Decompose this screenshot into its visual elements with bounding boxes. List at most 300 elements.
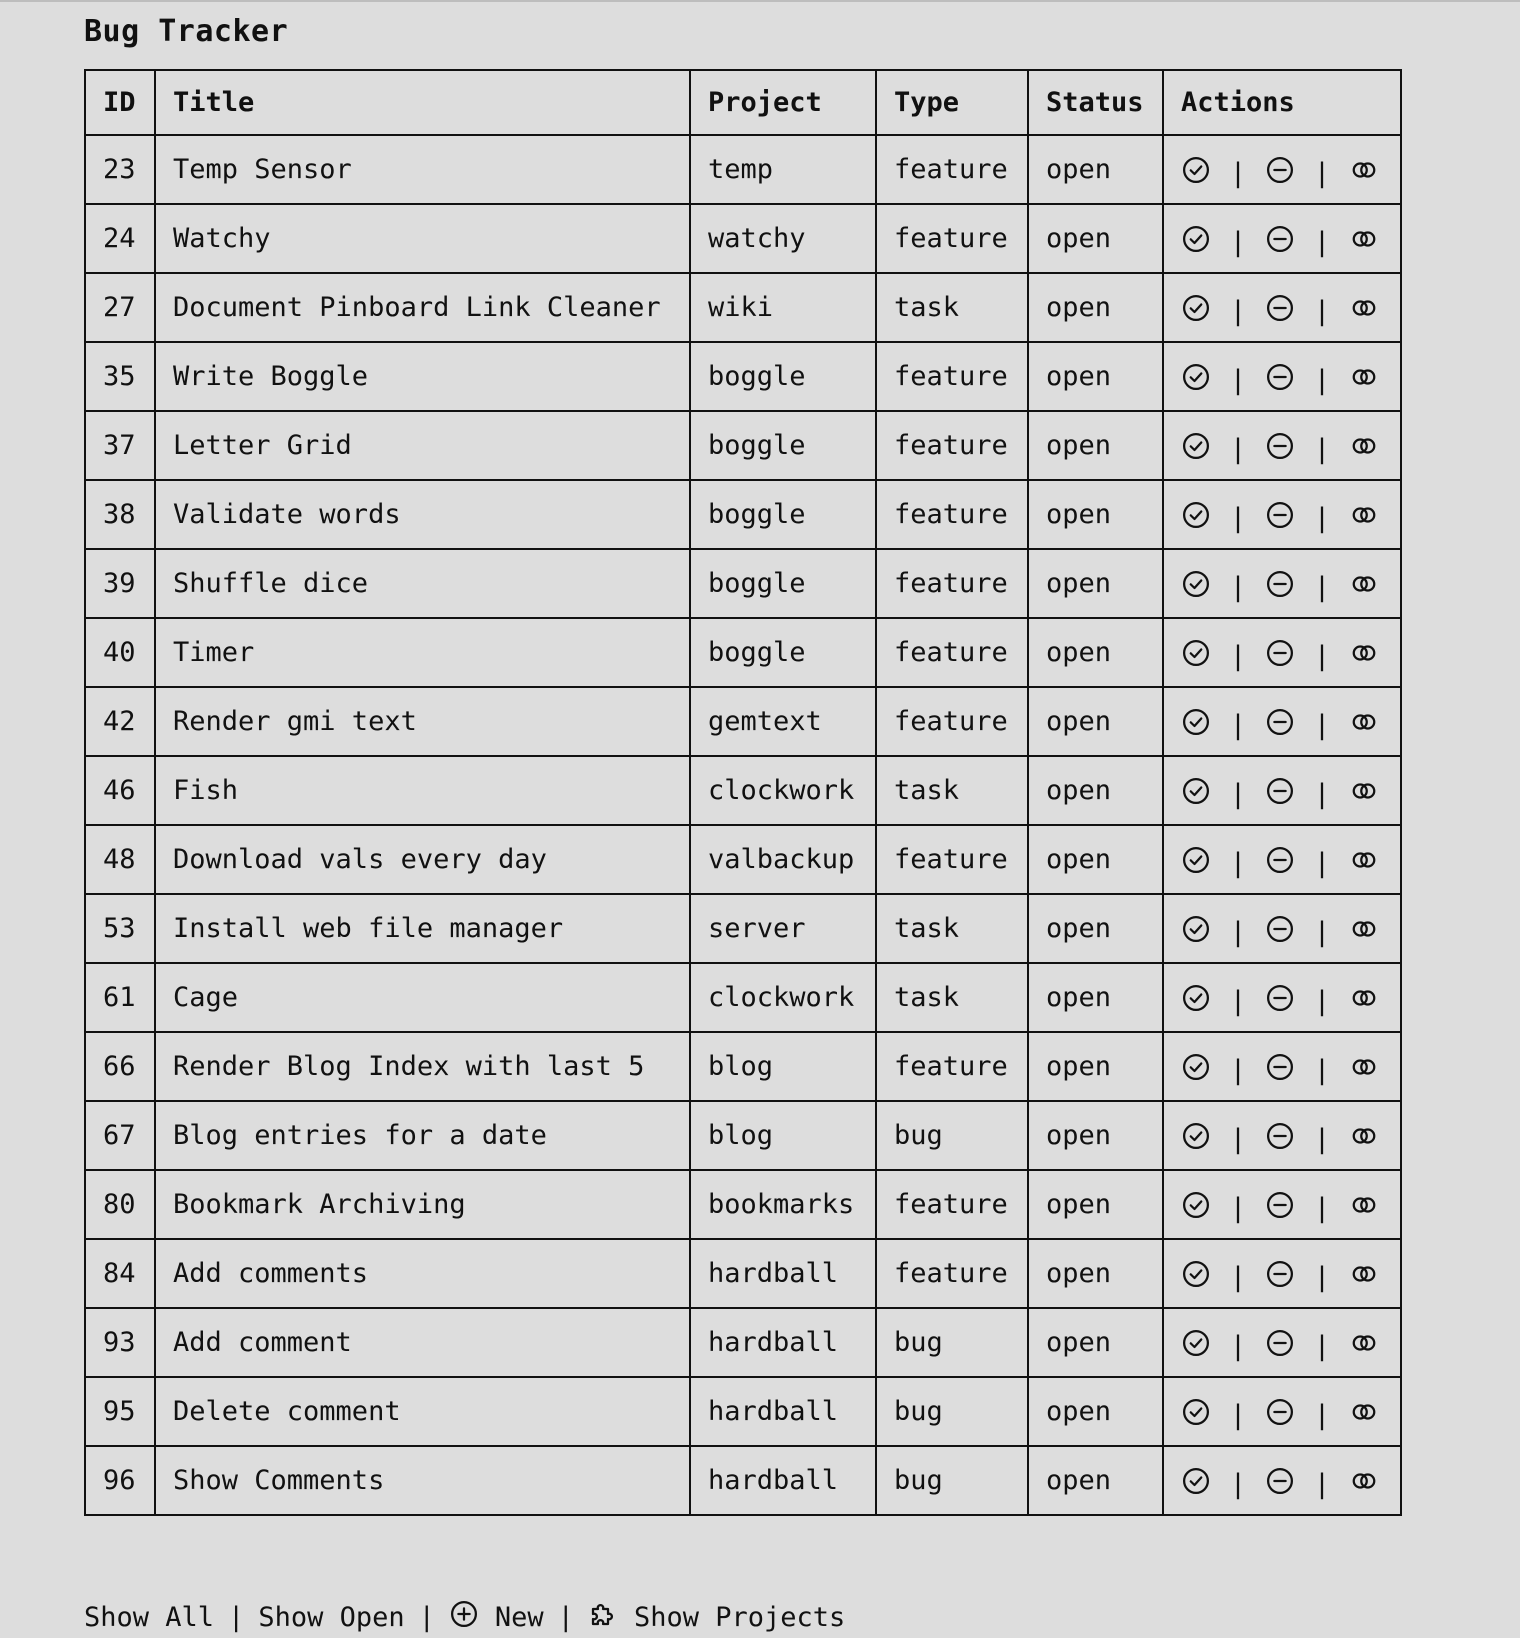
footer-separator: |	[418, 1602, 435, 1633]
cell-title: Download vals every day	[155, 825, 690, 894]
minus-circle-icon	[1265, 1052, 1295, 1082]
cell-actions	[1163, 411, 1401, 480]
check-circle-icon	[1181, 1052, 1211, 1082]
cell-type: feature	[876, 135, 1028, 204]
cell-type: task	[876, 963, 1028, 1032]
row-actions	[1181, 568, 1400, 603]
cell-type: bug	[876, 1446, 1028, 1515]
check-circle-icon	[1181, 500, 1211, 530]
cell-id: 27	[85, 273, 155, 342]
header-type: Type	[876, 70, 1028, 135]
row-actions	[1181, 1120, 1400, 1155]
action-separator: |	[1229, 1124, 1247, 1155]
cell-type: feature	[876, 1032, 1028, 1101]
table-row	[85, 1239, 1401, 1308]
cell-type: bug	[876, 1377, 1028, 1446]
show-projects-label: Show Projects	[633, 1602, 846, 1633]
row-actions	[1181, 499, 1400, 534]
cell-project: clockwork	[690, 756, 876, 825]
link-button[interactable]	[1349, 293, 1379, 323]
cell-actions	[1163, 963, 1401, 1032]
cell-type: feature	[876, 1170, 1028, 1239]
close-button[interactable]	[1265, 293, 1295, 323]
cell-title: Cage	[155, 963, 690, 1032]
minus-circle-icon	[1265, 845, 1295, 875]
link-icon	[1349, 1190, 1379, 1220]
footer-separator: |	[557, 1602, 574, 1633]
resolve-button[interactable]	[1181, 1052, 1211, 1082]
action-separator: |	[1229, 1262, 1247, 1293]
check-circle-icon	[1181, 569, 1211, 599]
action-separator: |	[1229, 296, 1247, 327]
footer-separator: |	[228, 1602, 245, 1633]
close-button[interactable]	[1265, 500, 1295, 530]
cell-id: 61	[85, 963, 155, 1032]
row-actions	[1181, 292, 1400, 327]
close-button[interactable]	[1265, 1259, 1295, 1289]
cell-id: 23	[85, 135, 155, 204]
link-icon	[1349, 845, 1379, 875]
action-separator: |	[1229, 1331, 1247, 1362]
cell-project: temp	[690, 135, 876, 204]
cell-id: 42	[85, 687, 155, 756]
cell-project: hardball	[690, 1308, 876, 1377]
resolve-button[interactable]	[1181, 1121, 1211, 1151]
action-separator: |	[1229, 710, 1247, 741]
check-circle-icon	[1181, 1397, 1211, 1427]
link-icon	[1349, 776, 1379, 806]
action-separator: |	[1229, 434, 1247, 465]
action-separator: |	[1229, 1469, 1247, 1500]
cell-status: open	[1028, 1377, 1163, 1446]
action-separator: |	[1313, 779, 1331, 810]
table-row	[85, 894, 1401, 963]
row-actions	[1181, 361, 1400, 396]
link-icon	[1349, 1397, 1379, 1427]
new-link[interactable]	[449, 1598, 544, 1638]
cell-status: open	[1028, 894, 1163, 963]
action-separator: |	[1229, 986, 1247, 1017]
cell-id: 66	[85, 1032, 155, 1101]
link-button[interactable]	[1349, 224, 1379, 254]
cell-title: Blog entries for a date	[155, 1101, 690, 1170]
minus-circle-icon	[1265, 155, 1295, 185]
resolve-button[interactable]	[1181, 845, 1211, 875]
action-separator: |	[1313, 848, 1331, 879]
cell-title: Write Boggle	[155, 342, 690, 411]
row-actions	[1181, 913, 1400, 948]
cell-title: Watchy	[155, 204, 690, 273]
cell-title: Render Blog Index with last 5	[155, 1032, 690, 1101]
resolve-button[interactable]	[1181, 638, 1211, 668]
link-icon	[1349, 1052, 1379, 1082]
cell-project: boggle	[690, 480, 876, 549]
action-separator: |	[1229, 227, 1247, 258]
table-row	[85, 1101, 1401, 1170]
new-label: New	[494, 1602, 544, 1633]
cell-actions	[1163, 894, 1401, 963]
row-actions	[1181, 430, 1400, 465]
check-circle-icon	[1181, 1190, 1211, 1220]
cell-type: task	[876, 756, 1028, 825]
close-button[interactable]	[1265, 431, 1295, 461]
close-button[interactable]	[1265, 1121, 1295, 1151]
resolve-button[interactable]	[1181, 1466, 1211, 1496]
table-row	[85, 825, 1401, 894]
action-separator: |	[1313, 434, 1331, 465]
check-circle-icon	[1181, 845, 1211, 875]
puzzle-icon	[588, 1599, 618, 1629]
cell-project: hardball	[690, 1446, 876, 1515]
link-button[interactable]	[1349, 500, 1379, 530]
action-separator: |	[1229, 158, 1247, 189]
cell-title: Validate words	[155, 480, 690, 549]
minus-circle-icon	[1265, 362, 1295, 392]
minus-circle-icon	[1265, 1190, 1295, 1220]
resolve-button[interactable]	[1181, 362, 1211, 392]
cell-id: 35	[85, 342, 155, 411]
cell-actions	[1163, 342, 1401, 411]
row-actions	[1181, 637, 1400, 672]
cell-type: task	[876, 273, 1028, 342]
cell-actions	[1163, 549, 1401, 618]
cell-title: Show Comments	[155, 1446, 690, 1515]
cell-project: watchy	[690, 204, 876, 273]
cell-type: bug	[876, 1101, 1028, 1170]
close-button[interactable]	[1265, 914, 1295, 944]
table-row	[85, 963, 1401, 1032]
cell-type: feature	[876, 687, 1028, 756]
action-separator: |	[1313, 710, 1331, 741]
bug-table	[84, 69, 1402, 1516]
minus-circle-icon	[1265, 1259, 1295, 1289]
table-row	[85, 1446, 1401, 1515]
row-actions	[1181, 1396, 1400, 1431]
table-row	[85, 1170, 1401, 1239]
cell-title: Temp Sensor	[155, 135, 690, 204]
cell-title: Fish	[155, 756, 690, 825]
check-circle-icon	[1181, 362, 1211, 392]
action-separator: |	[1313, 227, 1331, 258]
cell-title: Shuffle dice	[155, 549, 690, 618]
table-row	[85, 342, 1401, 411]
cell-id: 53	[85, 894, 155, 963]
check-circle-icon	[1181, 983, 1211, 1013]
cell-project: server	[690, 894, 876, 963]
close-button[interactable]	[1265, 362, 1295, 392]
cell-title: Add comment	[155, 1308, 690, 1377]
action-separator: |	[1313, 503, 1331, 534]
resolve-button[interactable]	[1181, 776, 1211, 806]
action-separator: |	[1229, 641, 1247, 672]
link-icon	[1349, 1466, 1379, 1496]
cell-actions	[1163, 204, 1401, 273]
cell-status: open	[1028, 480, 1163, 549]
cell-title: Letter Grid	[155, 411, 690, 480]
cell-project: wiki	[690, 273, 876, 342]
check-circle-icon	[1181, 293, 1211, 323]
link-button[interactable]	[1349, 1259, 1379, 1289]
link-icon	[1349, 224, 1379, 254]
cell-status: open	[1028, 549, 1163, 618]
cell-type: feature	[876, 618, 1028, 687]
cell-actions	[1163, 135, 1401, 204]
action-separator: |	[1313, 1262, 1331, 1293]
resolve-button[interactable]	[1181, 500, 1211, 530]
close-button[interactable]	[1265, 224, 1295, 254]
minus-circle-icon	[1265, 569, 1295, 599]
header-actions: Actions	[1163, 70, 1401, 135]
resolve-button[interactable]	[1181, 155, 1211, 185]
action-separator: |	[1229, 1055, 1247, 1086]
minus-circle-icon	[1265, 638, 1295, 668]
table-body	[85, 135, 1401, 1515]
close-button[interactable]	[1265, 638, 1295, 668]
cell-id: 24	[85, 204, 155, 273]
cell-project: valbackup	[690, 825, 876, 894]
table-header-row	[85, 70, 1401, 135]
minus-circle-icon	[1265, 914, 1295, 944]
cell-project: blog	[690, 1032, 876, 1101]
cell-status: open	[1028, 687, 1163, 756]
minus-circle-icon	[1265, 1121, 1295, 1151]
cell-title: Add comments	[155, 1239, 690, 1308]
cell-project: hardball	[690, 1377, 876, 1446]
check-circle-icon	[1181, 914, 1211, 944]
link-button[interactable]	[1349, 707, 1379, 737]
resolve-button[interactable]	[1181, 1190, 1211, 1220]
check-circle-icon	[1181, 707, 1211, 737]
cell-status: open	[1028, 273, 1163, 342]
show-projects-link[interactable]	[588, 1598, 845, 1638]
resolve-button[interactable]	[1181, 1259, 1211, 1289]
table-row	[85, 618, 1401, 687]
link-button[interactable]	[1349, 1397, 1379, 1427]
cell-id: 38	[85, 480, 155, 549]
check-circle-icon	[1181, 431, 1211, 461]
minus-circle-icon	[1265, 431, 1295, 461]
resolve-button[interactable]	[1181, 707, 1211, 737]
table-row	[85, 687, 1401, 756]
cell-title: Document Pinboard Link Cleaner	[155, 273, 690, 342]
cell-project: boggle	[690, 411, 876, 480]
minus-circle-icon	[1265, 293, 1295, 323]
link-button[interactable]	[1349, 776, 1379, 806]
plus-circle-icon	[449, 1599, 479, 1629]
minus-circle-icon	[1265, 1328, 1295, 1358]
cell-type: feature	[876, 411, 1028, 480]
footer-nav	[84, 1598, 845, 1638]
cell-id: 95	[85, 1377, 155, 1446]
link-button[interactable]	[1349, 638, 1379, 668]
resolve-button[interactable]	[1181, 569, 1211, 599]
action-separator: |	[1313, 158, 1331, 189]
action-separator: |	[1313, 572, 1331, 603]
cell-id: 46	[85, 756, 155, 825]
cell-status: open	[1028, 825, 1163, 894]
row-actions	[1181, 1258, 1400, 1293]
cell-actions	[1163, 1377, 1401, 1446]
link-icon	[1349, 362, 1379, 392]
close-button[interactable]	[1265, 1190, 1295, 1220]
minus-circle-icon	[1265, 500, 1295, 530]
resolve-button[interactable]	[1181, 1397, 1211, 1427]
resolve-button[interactable]	[1181, 224, 1211, 254]
link-icon	[1349, 500, 1379, 530]
cell-project: blog	[690, 1101, 876, 1170]
action-separator: |	[1313, 641, 1331, 672]
resolve-button[interactable]	[1181, 983, 1211, 1013]
check-circle-icon	[1181, 1259, 1211, 1289]
table-row	[85, 1032, 1401, 1101]
close-button[interactable]	[1265, 707, 1295, 737]
cell-status: open	[1028, 1101, 1163, 1170]
link-icon	[1349, 1259, 1379, 1289]
action-separator: |	[1313, 917, 1331, 948]
close-button[interactable]	[1265, 1052, 1295, 1082]
link-icon	[1349, 569, 1379, 599]
row-actions	[1181, 844, 1400, 879]
cell-type: feature	[876, 825, 1028, 894]
cell-type: feature	[876, 204, 1028, 273]
table-row	[85, 549, 1401, 618]
link-button[interactable]	[1349, 569, 1379, 599]
link-button[interactable]	[1349, 1328, 1379, 1358]
row-actions	[1181, 1327, 1400, 1362]
resolve-button[interactable]	[1181, 914, 1211, 944]
header-title: Title	[155, 70, 690, 135]
cell-actions	[1163, 1032, 1401, 1101]
action-separator: |	[1229, 572, 1247, 603]
check-circle-icon	[1181, 155, 1211, 185]
close-button[interactable]	[1265, 1397, 1295, 1427]
link-button[interactable]	[1349, 1121, 1379, 1151]
cell-status: open	[1028, 411, 1163, 480]
close-button[interactable]	[1265, 845, 1295, 875]
cell-status: open	[1028, 135, 1163, 204]
close-button[interactable]	[1265, 155, 1295, 185]
close-button[interactable]	[1265, 1328, 1295, 1358]
close-button[interactable]	[1265, 569, 1295, 599]
link-button[interactable]	[1349, 845, 1379, 875]
table-row	[85, 204, 1401, 273]
cell-status: open	[1028, 756, 1163, 825]
link-button[interactable]	[1349, 431, 1379, 461]
cell-id: 96	[85, 1446, 155, 1515]
link-button[interactable]	[1349, 983, 1379, 1013]
cell-title: Install web file manager	[155, 894, 690, 963]
action-separator: |	[1313, 1193, 1331, 1224]
cell-status: open	[1028, 204, 1163, 273]
resolve-button[interactable]	[1181, 1328, 1211, 1358]
action-separator: |	[1313, 1124, 1331, 1155]
link-button[interactable]	[1349, 914, 1379, 944]
table-row	[85, 273, 1401, 342]
link-icon	[1349, 1328, 1379, 1358]
action-separator: |	[1229, 365, 1247, 396]
check-circle-icon	[1181, 776, 1211, 806]
cell-type: feature	[876, 1239, 1028, 1308]
cell-title: Bookmark Archiving	[155, 1170, 690, 1239]
row-actions	[1181, 1189, 1400, 1224]
page-title: Bug Tracker	[84, 14, 289, 49]
cell-status: open	[1028, 1032, 1163, 1101]
cell-project: hardball	[690, 1239, 876, 1308]
cell-project: bookmarks	[690, 1170, 876, 1239]
check-circle-icon	[1181, 1466, 1211, 1496]
link-icon	[1349, 431, 1379, 461]
check-circle-icon	[1181, 638, 1211, 668]
cell-status: open	[1028, 342, 1163, 411]
cell-title: Delete comment	[155, 1377, 690, 1446]
link-icon	[1349, 707, 1379, 737]
cell-type: feature	[876, 342, 1028, 411]
table-row	[85, 1377, 1401, 1446]
action-separator: |	[1229, 1193, 1247, 1224]
top-rule	[0, 0, 1520, 2]
action-separator: |	[1313, 296, 1331, 327]
action-separator: |	[1313, 365, 1331, 396]
link-button[interactable]	[1349, 155, 1379, 185]
action-separator: |	[1313, 986, 1331, 1017]
cell-id: 84	[85, 1239, 155, 1308]
link-button[interactable]	[1349, 1052, 1379, 1082]
cell-title: Render gmi text	[155, 687, 690, 756]
action-separator: |	[1229, 1400, 1247, 1431]
action-separator: |	[1229, 848, 1247, 879]
cell-id: 37	[85, 411, 155, 480]
cell-status: open	[1028, 963, 1163, 1032]
table-row	[85, 135, 1401, 204]
close-button[interactable]	[1265, 776, 1295, 806]
cell-project: clockwork	[690, 963, 876, 1032]
row-actions	[1181, 1051, 1400, 1086]
close-button[interactable]	[1265, 983, 1295, 1013]
cell-type: feature	[876, 480, 1028, 549]
cell-project: boggle	[690, 342, 876, 411]
link-button[interactable]	[1349, 1190, 1379, 1220]
cell-actions	[1163, 1101, 1401, 1170]
table-row	[85, 1308, 1401, 1377]
cell-actions	[1163, 273, 1401, 342]
cell-actions	[1163, 825, 1401, 894]
show-all-link[interactable]: Show All	[84, 1602, 215, 1633]
link-icon	[1349, 914, 1379, 944]
close-button[interactable]	[1265, 1466, 1295, 1496]
minus-circle-icon	[1265, 983, 1295, 1013]
header-status: Status	[1028, 70, 1163, 135]
header-id: ID	[85, 70, 155, 135]
resolve-button[interactable]	[1181, 431, 1211, 461]
cell-project: boggle	[690, 549, 876, 618]
action-separator: |	[1313, 1400, 1331, 1431]
cell-status: open	[1028, 1170, 1163, 1239]
resolve-button[interactable]	[1181, 293, 1211, 323]
row-actions	[1181, 154, 1400, 189]
cell-project: boggle	[690, 618, 876, 687]
cell-id: 40	[85, 618, 155, 687]
action-separator: |	[1313, 1469, 1331, 1500]
link-button[interactable]	[1349, 1466, 1379, 1496]
link-icon	[1349, 155, 1379, 185]
link-button[interactable]	[1349, 362, 1379, 392]
cell-actions	[1163, 480, 1401, 549]
table-row	[85, 756, 1401, 825]
cell-actions	[1163, 1446, 1401, 1515]
link-icon	[1349, 1121, 1379, 1151]
show-open-link[interactable]: Show Open	[258, 1602, 405, 1633]
cell-id: 67	[85, 1101, 155, 1170]
